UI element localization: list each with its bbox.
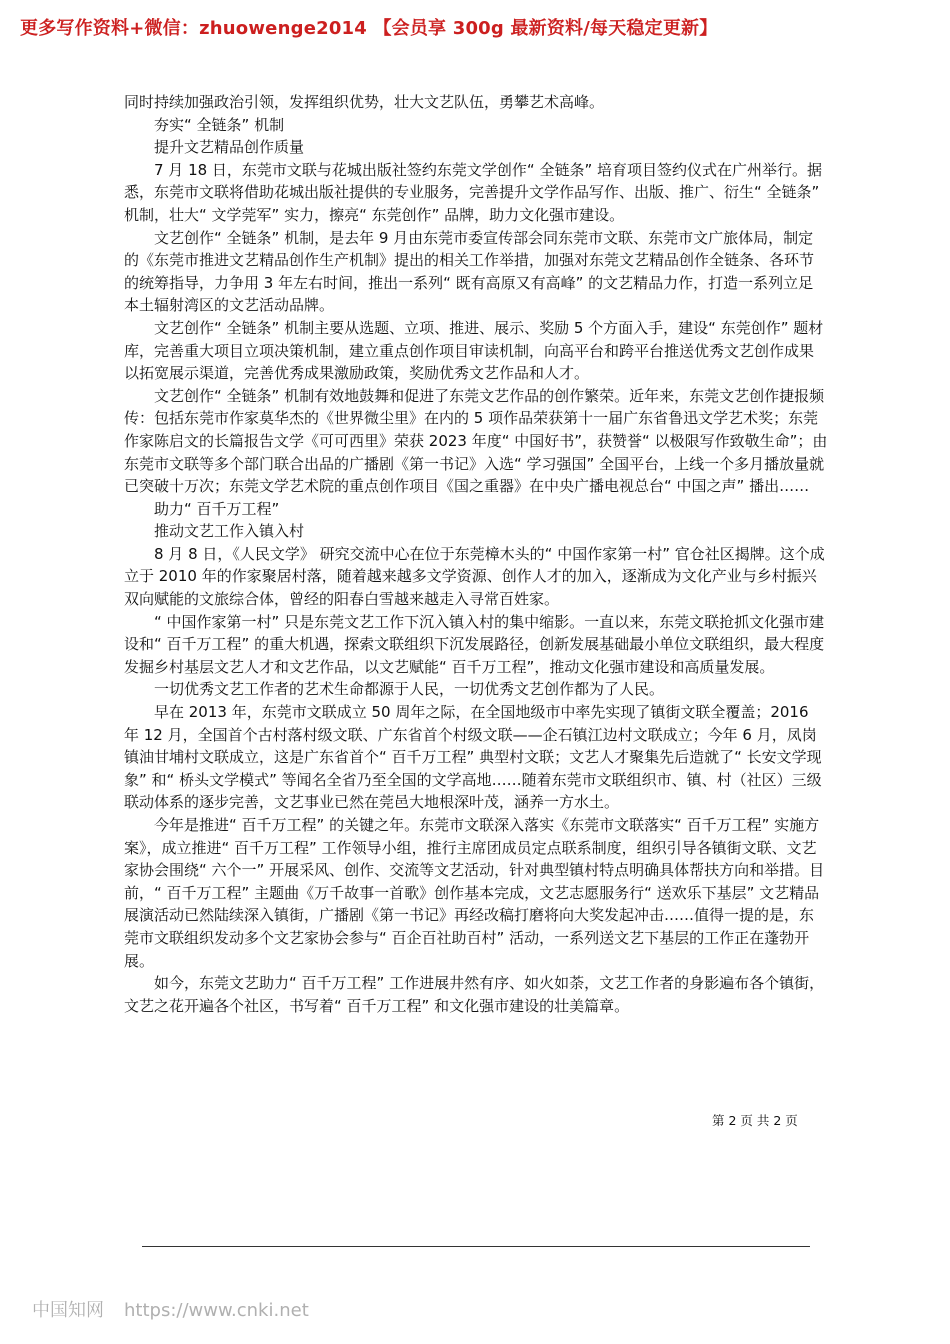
- footer-divider: [142, 1246, 810, 1247]
- promo-banner: 更多写作资料+微信：zhuowenge2014 【会员享 300g 最新资料/每天稳定更新】: [20, 18, 718, 39]
- paragraph-5: 文艺创作“ 全链条” 机制有效地鼓舞和促进了东莞文艺作品的创作繁荣。近年来，东莞文艺创作捷报频传：包括东莞市作家莫华杰的《世界微尘里》在内的 5 项作品荣获第十一届广东省鲁迅文学艺术奖；东莞作家陈启文的长篇报告文学《可可西里》荣获 2023 年度“ 中国好书”，获赞誉“ 以极限写作致敬生命”；由东莞市文联等多个部门联合出品的广播剧《第一书记》入选“ 学习强国” 全国平台，上线一个多月播放量就已突破十万次；东莞文学艺术院的重点创作项目《国之重器》在中央广播电视总台“ 中国之声” 播出……: [124, 386, 828, 496]
- paragraph-10: 今年是推进“ 百千万工程” 的关键之年。东莞市文联深入落实《东莞市文联落实“ 百千万工程” 实施方案》，成立推进“ 百千万工程” 工作领导小组，推行主席团成员定点联系制度，组织引导各镇街文联、文艺家协会围绕“ 六个一” 开展采风、创作、交流等文艺活动，针对典型镇村特点明确具体帮扶方向和举措。目前，“ 百千万工程” 主题曲《万千故事一首歌》创作基本完成，文艺志愿服务行“ 送欢乐下基层” 文艺精品展演活动已然陆续深入镇街，广播剧《第一书记》再经改稿打磨将向大奖发起冲击……值得一提的是，东莞市文联组织发动多个文艺家协会参与“ 百企百社助百村” 活动，一系列送文艺下基层的工作正在蓬勃开展。: [124, 816, 825, 970]
- paragraph-11: 如今，东莞文艺助力“ 百千万工程” 工作进展井然有序、如火如荼，文艺工作者的身影遍布各个镇街，文艺之花开遍各个社区，书写着“ 百千万工程” 和文化强市建设的壮美篇章。: [124, 974, 825, 1015]
- section-heading-2: 助力“ 百千万工程”: [154, 499, 280, 518]
- page-number: 第 2 页 共 2 页: [712, 1113, 798, 1128]
- cnki-watermark: [32, 1296, 309, 1322]
- watermark-url: https://www.cnki.net: [124, 1300, 309, 1321]
- paragraph-2: 7 月 18 日，东莞市文联与花城出版社签约东莞文学创作“ 全链条” 培育项目签约仪式在广州举行。据悉，东莞市文联将借助花城出版社提供的专业服务，完善提升文学作品写作、出版、推广、衍生“ 全链条” 机制，壮大“ 文学莞军” 实力，擦亮“ 东莞创作” 品牌，助力文化强市建设。: [124, 160, 823, 224]
- paragraph-3: 文艺创作“ 全链条” 机制，是去年 9 月由东莞市委宣传部会同东莞市文联、东莞市文广旅体局，制定的《东莞市推进文艺精品创作生产机制》提出的相关工作举措，加强对东莞文艺精品创作全链条、各环节的统筹指导，力争用 3 年左右时间，推出一系列“ 既有高原又有高峰” 的文艺精品力作，打造一系列立足本土辐射湾区的文艺活动品牌。: [124, 228, 815, 315]
- paragraph-9: 早在 2013 年，东莞市文联成立 50 周年之际，在全国地级市中率先实现了镇街文联全覆盖；2016 年 12 月，全国首个古村落村级文联、广东省首个村级文联——企石镇江边村文联成立；今年 6 月，凤岗镇油甘埔村文联成立，这是广东省首个“ 百千万工程” 典型村文联；文艺人才聚集先后造就了“ 长安文学现象” 和“ 桥头文学模式” 等闻名全省乃至全国的文学高地……随着东莞市文联组织市、镇、村（社区）三级联动体系的逐步完善，文艺事业已然在莞邑大地根深叶茂，涵养一方水土。: [124, 703, 822, 812]
- paragraph-7: “ 中国作家第一村” 只是东莞文艺工作下沉入镇入村的集中缩影。一直以来，东莞文联抢抓文化强市建设和“ 百千万工程” 的重大机遇，探索文联组织下沉发展路径，创新发展基础最小单位文联组织，最大程度发掘乡村基层文艺人才和文艺作品，以文艺赋能“ 百千万工程”，推动文化强市建设和高质量发展。: [124, 612, 825, 676]
- section-subheading-2: 推动文艺工作入镇入村: [154, 522, 305, 541]
- article-body: [124, 91, 828, 1017]
- paragraph-4: 文艺创作“ 全链条” 机制主要从选题、立项、推进、展示、奖励 5 个方面入手，建设“ 东莞创作” 题材库，完善重大项目立项决策机制，建立重点创作项目审读机制，向高平台和跨平台推送优秀文艺创作成果以拓宽展示渠道，完善优秀成果激励政策，奖励优秀文艺作品和人才。: [124, 318, 824, 383]
- paragraph-8: 一切优秀文艺工作者的艺术生命都源于人民，一切优秀文艺创作都为了人民。: [154, 680, 665, 699]
- section-subheading-1: 提升文艺精品创作质量: [154, 138, 305, 157]
- paragraph-1: 同时持续加强政治引领，发挥组织优势，壮大文艺队伍，勇攀艺术高峰。: [124, 93, 605, 111]
- section-heading-1: 夯实“ 全链条” 机制: [154, 115, 285, 134]
- paragraph-6: 8 月 8 日，《人民文学》 研究交流中心在位于东莞樟木头的“ 中国作家第一村” 官仓社区揭牌。这个成立于 2010 年的作家聚居村落，随着越来越多文学资源、创作人才的加入，逐渐成为文化产业与乡村振兴双向赋能的文旅综合体，曾经的阳春白雪越来越走入寻常百姓家。: [124, 544, 825, 609]
- watermark-brand: 中国知网: [32, 1300, 104, 1321]
